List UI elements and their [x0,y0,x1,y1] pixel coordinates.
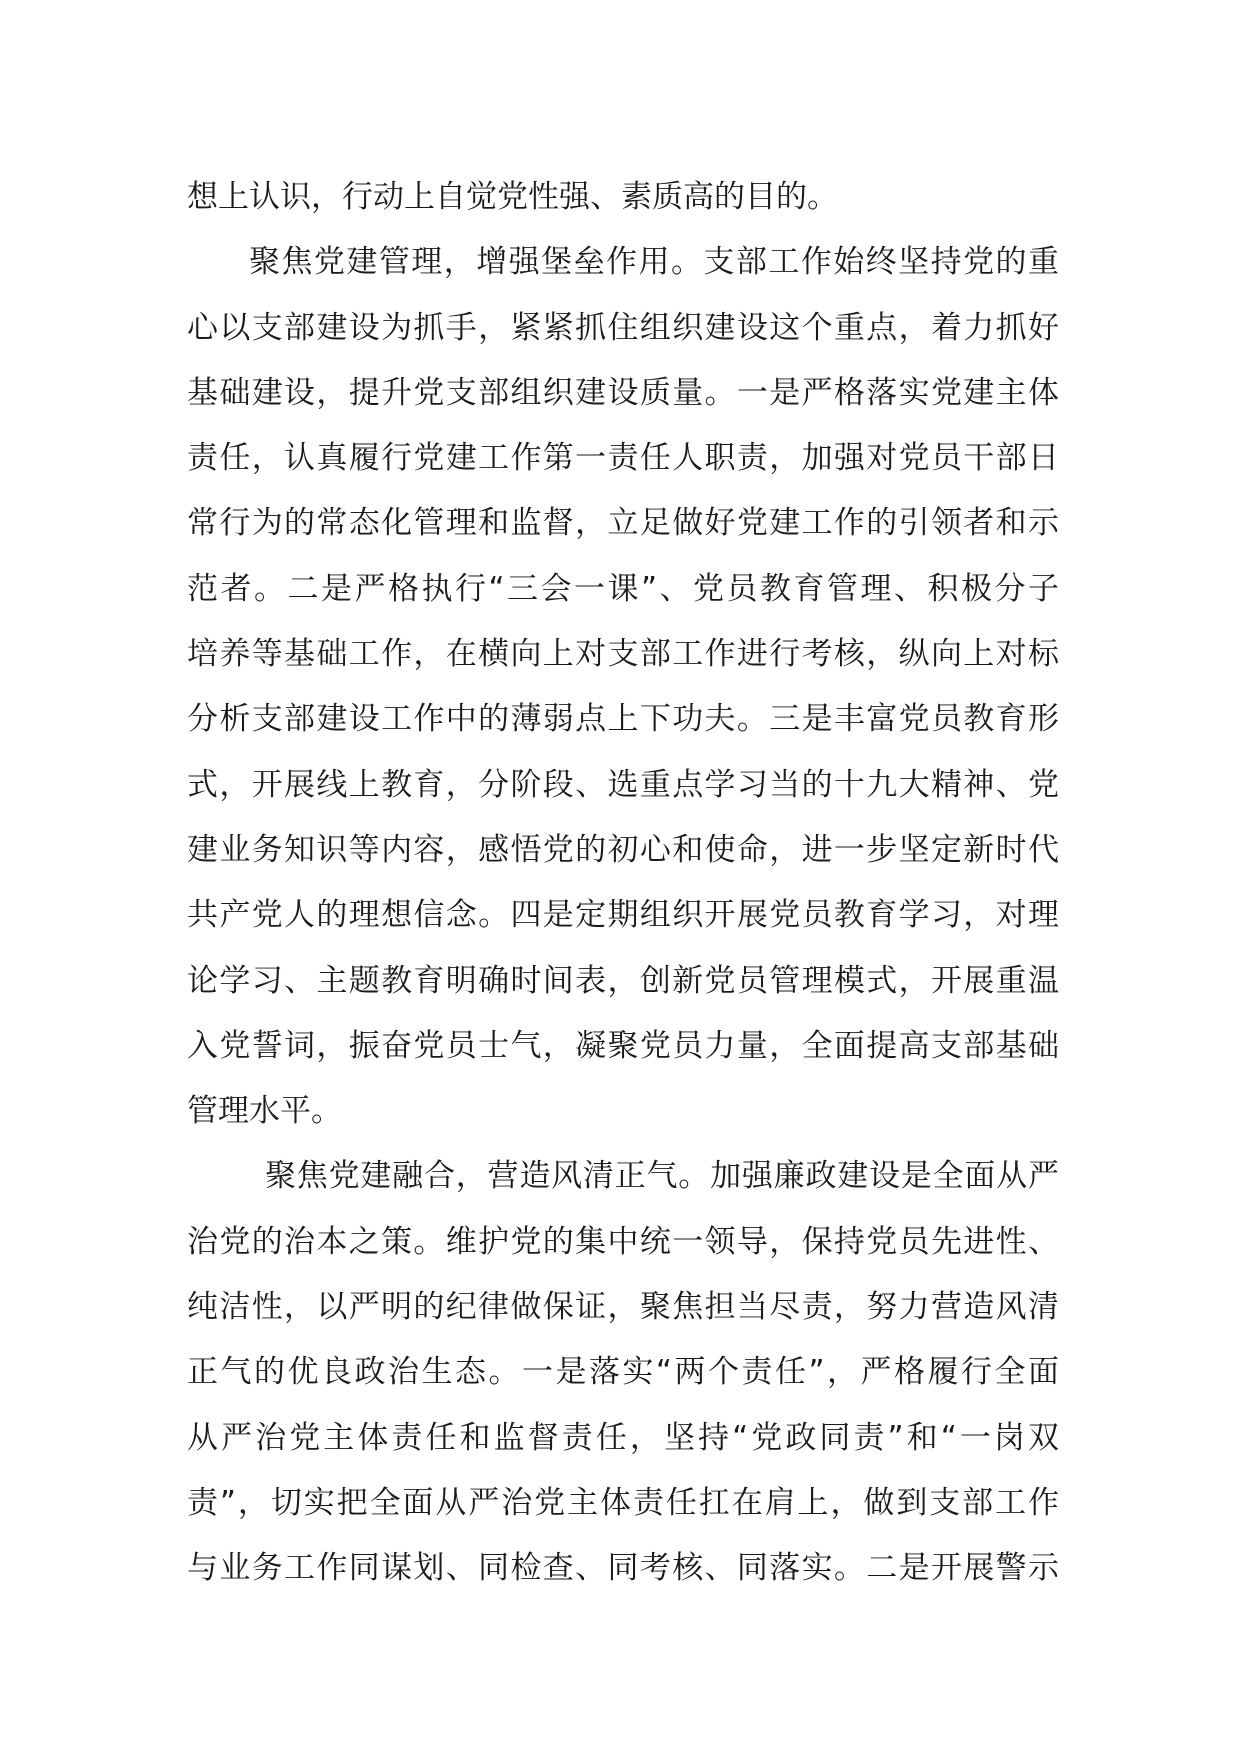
text-line: 责任，认真履行党建工作第一责任人职责，加强对党员干部日 [187,440,1059,477]
text-line: 心以支部建设为抓手，紧紧抓住组织建设这个重点，着力抓好 [187,309,1059,346]
text-line: 共产党人的理想信念。四是定期组织开展党员教育学习，对理 [187,897,1059,934]
text-line: 与业务工作同谋划、同检查、同考核、同落实。二是开展警示 [187,1550,1059,1587]
text-line: 范者。二是严格执行“三会一课”、党员教育管理、积极分子 [187,570,1059,607]
text-line: 纯洁性，以严明的纪律做保证，聚焦担当尽责，努力营造风清 [187,1289,1059,1326]
text-line: 管理水平。 [187,1093,342,1130]
text-line: 建业务知识等内容，感悟党的初心和使命，进一步坚定新时代 [187,831,1059,868]
text-line: 培养等基础工作，在横向上对支部工作进行考核，纵向上对标 [187,636,1059,673]
text-line: 正气的优良政治生态。一是落实“两个责任”，严格履行全面 [187,1354,1059,1391]
text-line: 论学习、主题教育明确时间表，创新党员管理模式，开展重温 [187,962,1059,999]
text-line: 基础建设，提升党支部组织建设质量。一是严格落实党建主体 [187,374,1059,411]
text-line: 想上认识，行动上自觉党性强、素质高的目的。 [187,179,838,215]
text-line: 入党誓词，振奋党员士气，凝聚党员力量，全面提高支部基础 [187,1027,1059,1064]
text-line: 治党的治本之策。维护党的集中统一领导，保持党员先进性、 [187,1223,1059,1260]
paragraph-start-line: 聚焦党建融合，营造风清正气。加强廉政建设是全面从严 [265,1158,1059,1195]
text-line: 从严治党主体责任和监督责任，坚持“党政同责”和“一岗双 [187,1419,1059,1456]
paragraph-start-line: 聚焦党建管理，增强堡垒作用。支部工作始终坚持党的重 [249,244,1059,281]
text-line: 分析支部建设工作中的薄弱点上下功夫。三是丰富党员教育形 [187,701,1059,738]
text-line: 常行为的常态化管理和监督，立足做好党建工作的引领者和示 [187,505,1059,542]
text-line: 责”，切实把全面从严治党主体责任扛在肩上，做到支部工作 [187,1484,1059,1521]
body-text [187,165,1059,1602]
text-line: 式，开展线上教育，分阶段、选重点学习当的十九大精神、党 [187,766,1059,803]
